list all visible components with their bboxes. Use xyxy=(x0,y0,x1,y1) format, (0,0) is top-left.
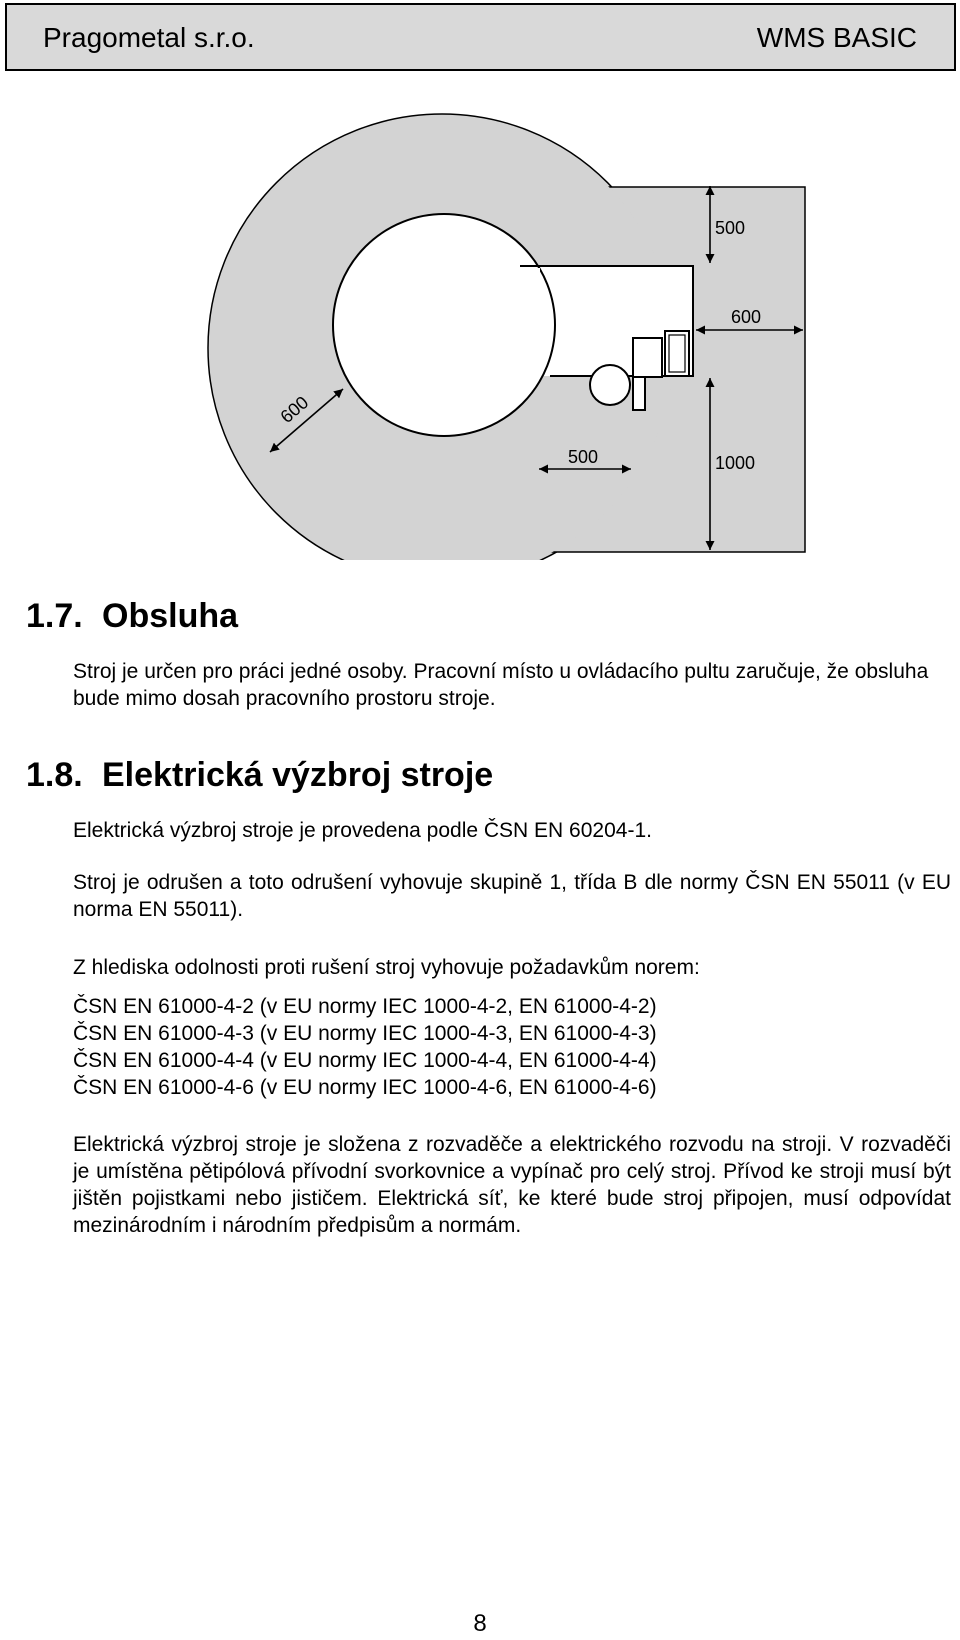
vyzbroj-paragraph-4: Elektrická výzbroj stroje je složena z rozvaděče a elektrického rozvodu na stroji. V rozvaděči je umístěna pětipólová přívodní svorkovnice a vypínač pro celý stroj. Přívod ke stroji musí být jištěn pojistkami nebo jističem. Elektrická síť, ke které bude stroj připojen, musí odpovídat mezinárodním i národním předpisům a normám. xyxy=(73,1133,951,1237)
list-item: ČSN EN 61000-4-3 (v EU normy IEC 1000-4-3, EN 61000-4-3) xyxy=(73,1022,657,1045)
panel-stand xyxy=(633,377,645,410)
section-heading-obsluha xyxy=(26,597,238,636)
panel-box-left xyxy=(633,338,662,377)
section-title: Obsluha xyxy=(102,597,239,635)
vyzbroj-paragraph-2: Stroj je odrušen a toto odrušení vyhovuje skupině 1, třída B dle normy ČSN EN 55011 (v EU norma EN 55011). xyxy=(73,871,951,921)
page-number: 8 xyxy=(473,1610,487,1637)
machine-table-circle xyxy=(333,214,555,436)
dim-label-500-bottom: 500 xyxy=(568,447,599,467)
list-item: ČSN EN 61000-4-4 (v EU normy IEC 1000-4-4, EN 61000-4-4) xyxy=(73,1049,657,1072)
list-item: ČSN EN 61000-4-6 (v EU normy IEC 1000-4-6, EN 61000-4-6) xyxy=(73,1076,657,1099)
section-heading-elektricka-vyzbroj xyxy=(26,756,493,795)
vyzbroj-paragraph-3: Z hlediska odolnosti proti rušení stroj vyhovuje požadavkům norem: xyxy=(73,956,700,979)
dim-label-500-top: 500 xyxy=(715,218,746,238)
vyzbroj-paragraph-1: Elektrická výzbroj stroje je provedena podle ČSN EN 60204-1. xyxy=(73,819,652,842)
list-item: ČSN EN 61000-4-2 (v EU normy IEC 1000-4-2, EN 61000-4-2) xyxy=(73,995,657,1018)
dim-label-600-diagonal: 600 xyxy=(276,392,313,428)
obsluha-paragraph: Stroj je určen pro práci jedné osoby. Pracovní místo u ovládacího pultu zaručuje, že obsluha bude mimo dosah pracovního prostoru stroje. xyxy=(73,660,929,710)
section-number: 1.7. xyxy=(26,597,83,635)
workspace-diagram xyxy=(0,0,960,560)
product-name: WMS BASIC xyxy=(756,22,917,53)
section-number: 1.8. xyxy=(26,756,83,794)
company-name: Pragometal s.r.o. xyxy=(43,22,255,53)
dim-label-1000: 1000 xyxy=(715,453,756,473)
operator-circle xyxy=(590,365,630,405)
standards-list xyxy=(73,993,657,1101)
section-title: Elektrická výzbroj stroje xyxy=(102,756,494,794)
dim-label-600-right: 600 xyxy=(731,307,762,327)
